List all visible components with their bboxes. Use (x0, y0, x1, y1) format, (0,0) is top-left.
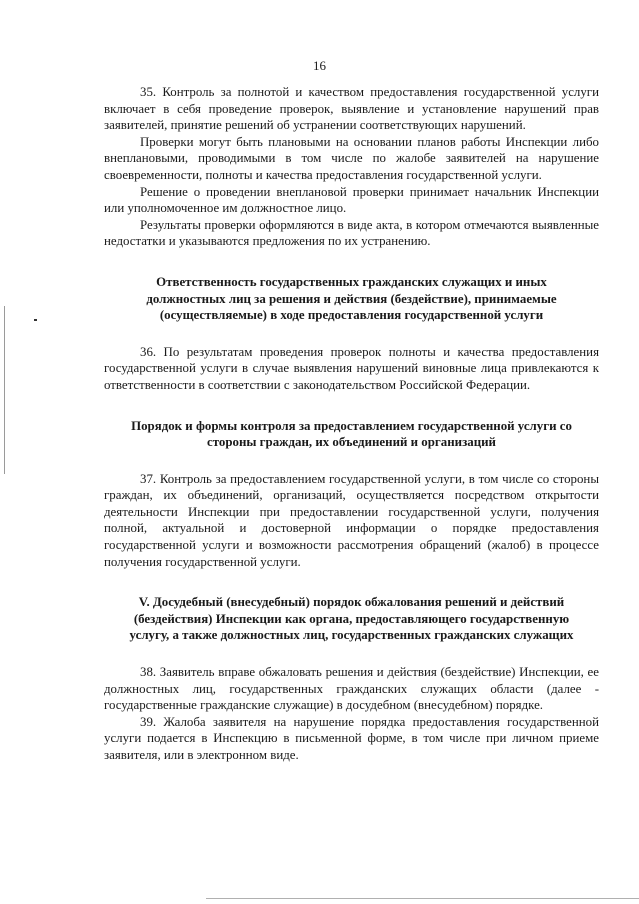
heading-responsibility: Ответственность государственных гражданских служащих и иных должностных лиц за решения и действия (бездействие), принимаемые (осуществляемые) в ходе предоставления государственной услуги (146, 274, 557, 323)
paragraph-35: 35. Контроль за полнотой и качеством предоставления государственной услуги включает в себя проведение проверок, выявление и установление нарушений прав заявителей, принятие решений об устранении соответствующих нарушений. (104, 85, 599, 133)
paragraph-38: 38. Заявитель вправе обжаловать решения и действия (бездействие) Инспекции, ее должностных лиц, государственных гражданских служащих области (далее - государственные гражданские служащие) в досудебном (внесудебном) порядке. (104, 665, 599, 713)
document-body (104, 84, 599, 764)
paragraph-36: 36. По результатам проведения проверок полноты и качества предоставления государственной услуги в случае выявления нарушений виновные лица привлекаются к ответственности в соответствии с законодательством Российской Федерации. (104, 344, 599, 392)
paragraph-39: 39. Жалоба заявителя на нарушение порядка предоставления государственной услуги подается в Инспекцию в письменной форме, в том числе при личном приеме заявителя, или в электронном виде. (104, 714, 599, 762)
heading-section-v: V. Досудебный (внесудебный) порядок обжалования решений и действий (бездействия) Инспекции как органа, предоставляющего государственную услугу, а также должностных лиц, государственных гражданских служащих (129, 595, 574, 643)
paragraph-inspections-types: Проверки могут быть плановыми на основании планов работы Инспекции либо внеплановыми, проводимыми в том числе по жалобе заявителей на нарушение своевременности, полноты и качества предоставления государственной услуги. (104, 134, 599, 182)
margin-scan-dot (34, 319, 37, 321)
bottom-scan-edge (206, 898, 639, 899)
margin-scan-line (4, 306, 5, 474)
paragraph-inspection-results: Результаты проверки оформляются в виде акта, в котором отмечаются выявленные недостатки и указываются предложения по их устранению. (104, 217, 599, 249)
paragraph-37: 37. Контроль за предоставлением государственной услуги, в том числе со стороны граждан, их объединений, организаций, осуществляется посредством открытости деятельности Инспекции при предоставлении государственной услуги, получения полной, актуальной и достоверной информации о порядке предоставления государственной услуги и возможности рассмотрения обращений (жалоб) в процессе получения государственной услуги. (104, 471, 599, 569)
heading-control-forms: Порядок и формы контроля за предоставлением государственной услуги со стороны граждан, их объединений и организаций (131, 418, 572, 450)
page-number: 16 (313, 58, 326, 73)
paragraph-unscheduled-decision: Решение о проведении внеплановой проверки принимает начальник Инспекции или уполномоченное им должностное лицо. (104, 184, 599, 216)
